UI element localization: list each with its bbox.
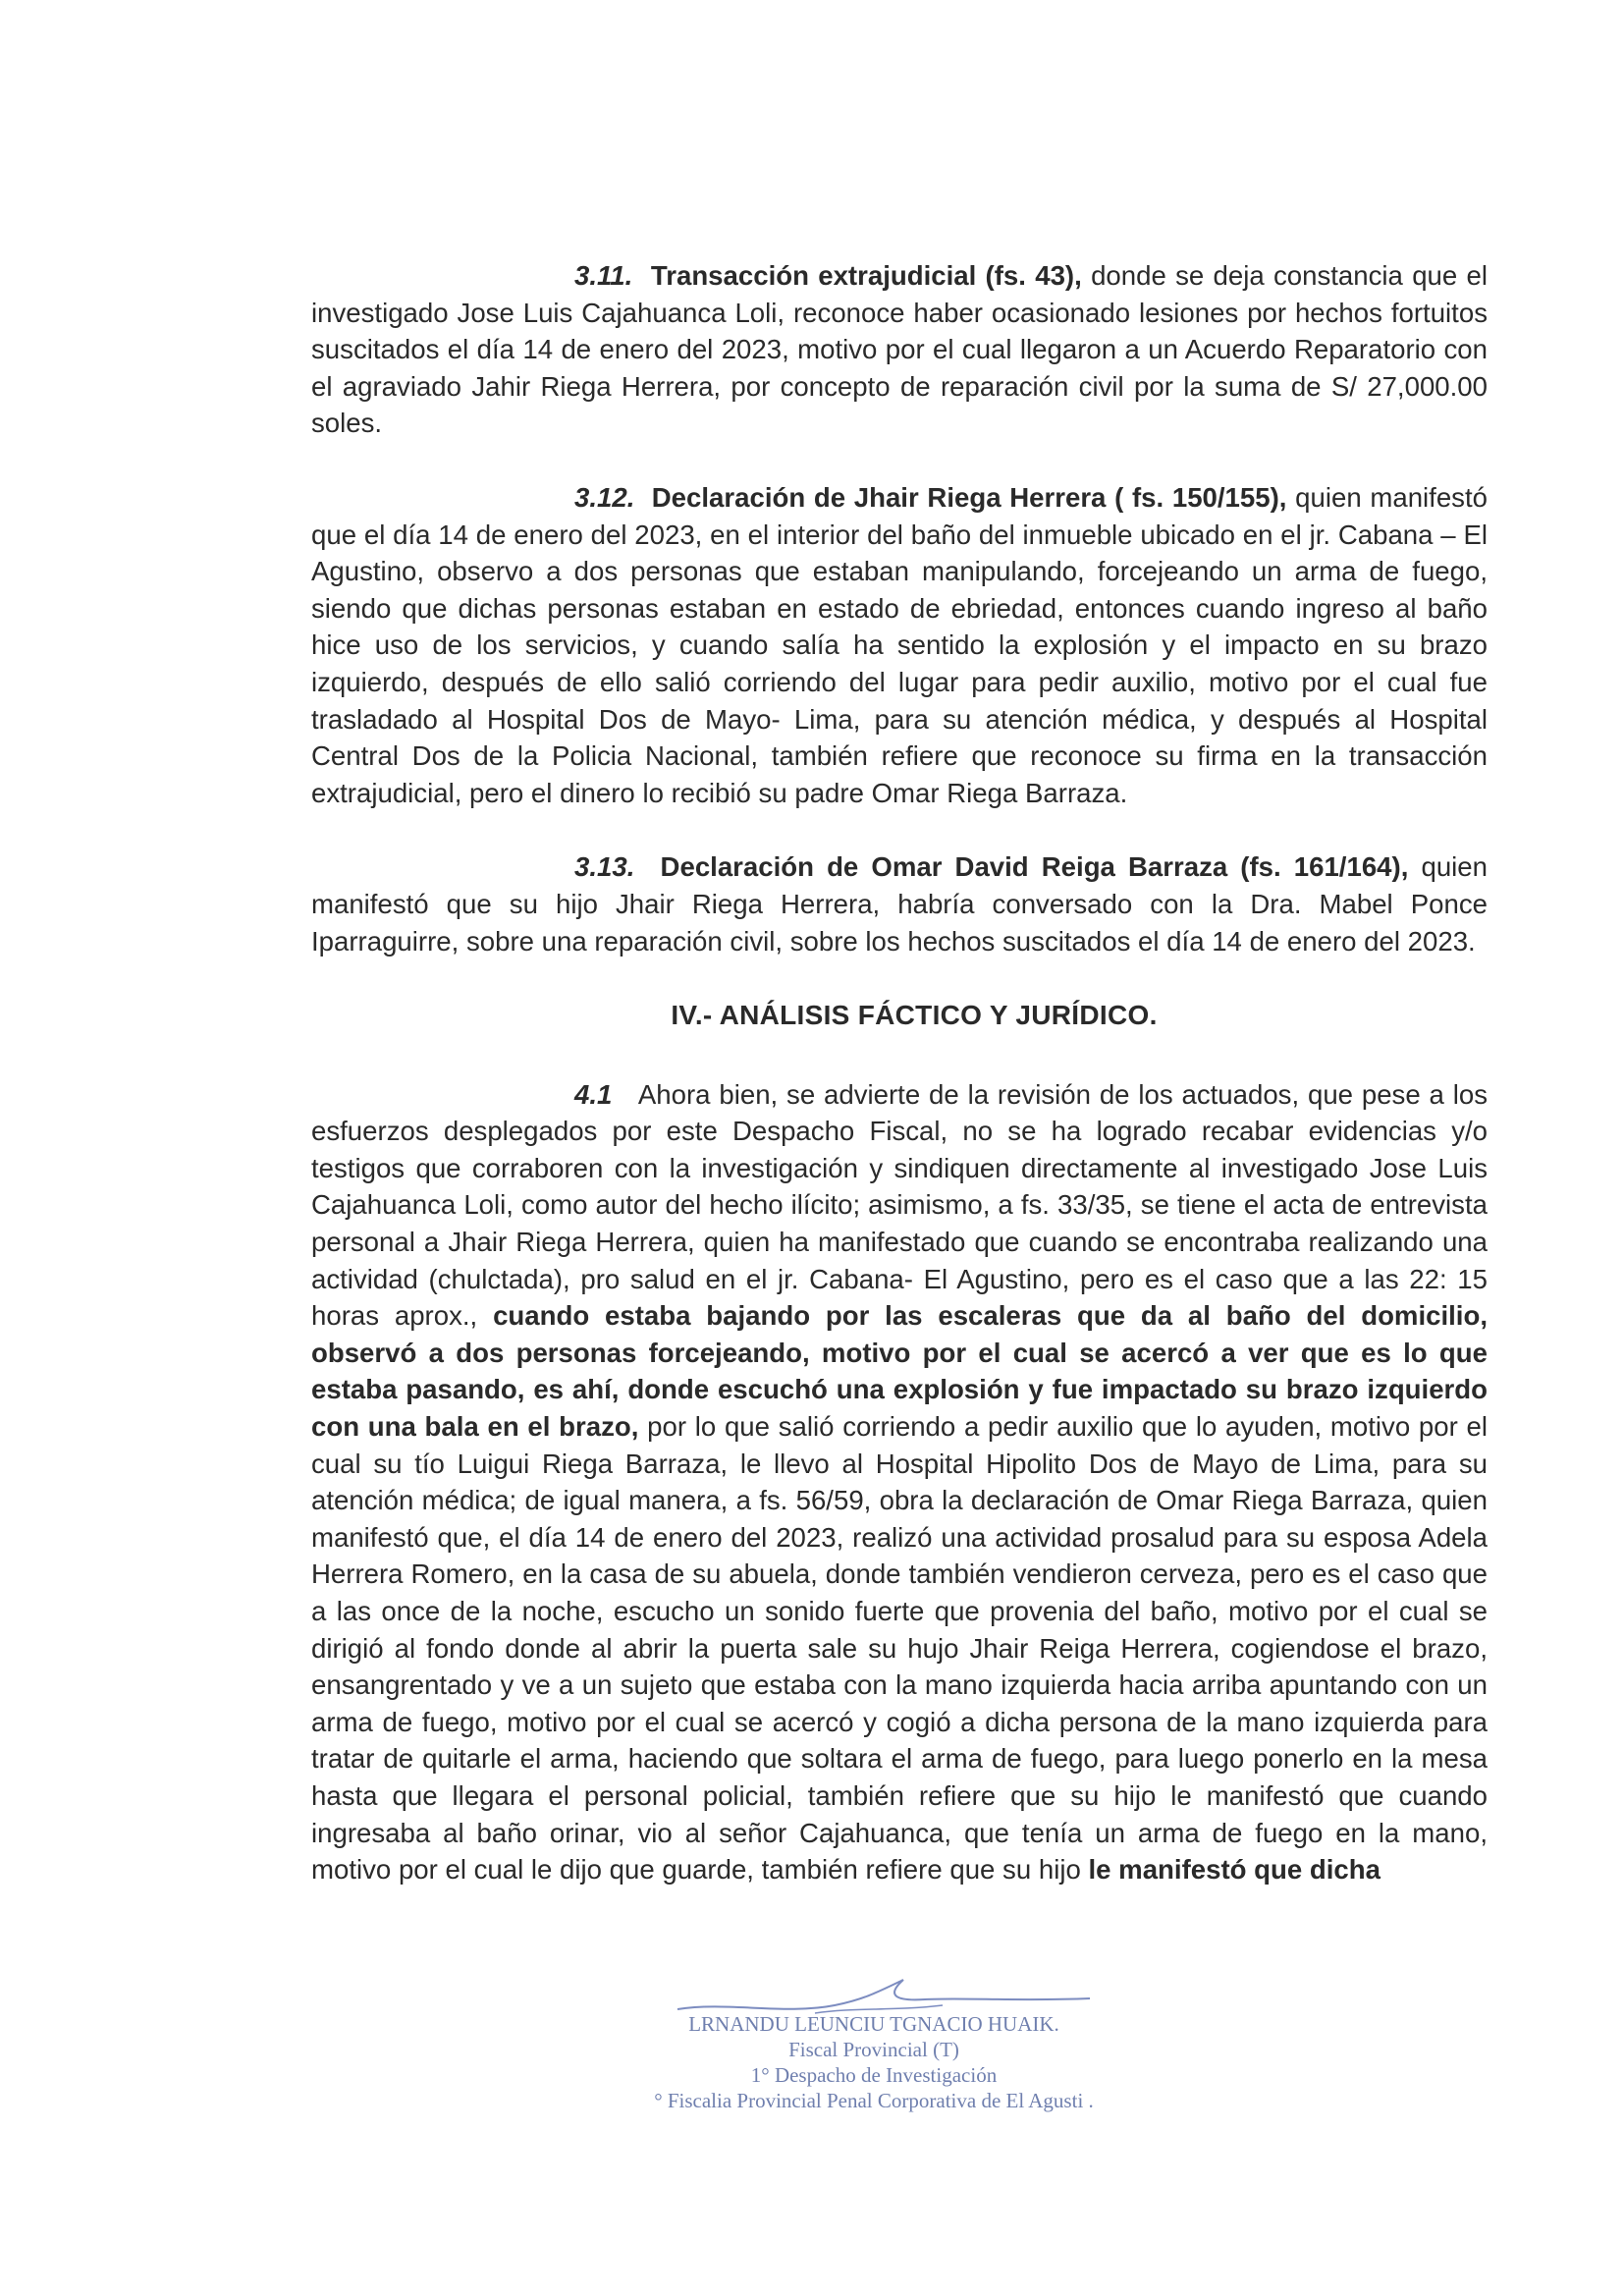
signature-stamp <box>628 2011 1119 2113</box>
signature-scribble-icon <box>668 1972 1100 2031</box>
emphasized-text-end: le manifestó que dicha <box>1088 1854 1380 1886</box>
document-body <box>311 257 1488 1888</box>
paragraph-3-11 <box>311 257 1488 442</box>
paragraph-number: 4.1 <box>574 1078 613 1110</box>
paragraph-text-continued: por lo que salió corriendo a pedir auxilio que lo ayuden, motivo por el cual su tío Luigui Riega Barraza, le llevo al Hospital Hipolito Dos de Mayo de Lima, para su atención médica; de igual manera, a fs. 56/59, obra la declaración de Omar Riega Barraza, quien manifestó que, el día 14 de enero del 2023, realizó una actividad prosalud para su esposa Adela Herrera Romero, en la casa de su abuela, donde también vendieron cerveza, pero es el caso que a las once de la noche, escucho un sonido fuerte que provenia del baño, motivo por el cual se dirigió al fondo donde al abrir la puerta sale su hujo Jhair Reiga Herrera, cogiendose el brazo, ensangrentado y ve a un sujeto que estaba con la mano izquierda hacia arriba apuntando con un arma de fuego, motivo por el cual se acercó y cogió a dicha persona de la mano izquierda para tratar de quitarle el arma, haciendo que soltara el arma de fuego, para luego ponerlo en la mesa hasta que llegara el personal policial, también refiere que su hijo le manifestó que cuando ingresaba al baño orinar, vio al señor Cajahuanca, que tenía un arma de fuego en la mano, motivo por el cual le dijo que guarde, también refiere que su hijo <box>311 1411 1489 1886</box>
paragraph-text: donde se deja constancia que el investigado Jose Luis Cajahuanca Loli, reconoce haber ocasionado lesiones por hechos fortuitos suscitados el día 14 de enero del 2023, motivo por el cual llegaron a un Acuerdo Reparatorio con el agraviado Jahir Riega Herrera, por concepto de reparación civil por la suma de S/ 27,000.00 soles. <box>311 260 1488 439</box>
paragraph-heading: Declaración de Jhair Riega Herrera ( fs. 150/155), <box>651 481 1287 513</box>
paragraph-text: quien manifestó que su hijo Jhair Riega Herrera, habría conversado con la Dra. Mabel Ponce Iparraguirre, sobre una reparación civil, sobre los hechos suscitados el día 14 de enero del 2023. <box>311 851 1488 957</box>
paragraph-text: quien manifestó que el día 14 de enero del 2023, en el interior del baño del inmueble ubicado en el jr. Cabana – El Agustino, observo a dos personas que estaban manipulando, forcejeando un arma de fuego, siendo que dichas personas estaban en estado de ebriedad, entonces cuando ingreso al baño hice uso de los servicios, y cuando salía ha sentido la explosión y el impacto en su brazo izquierdo, después de ello salió corriendo del lugar para pedir auxilio, motivo por el cual fue trasladado al Hospital Dos de Mayo- Lima, para su atención médica, y después al Hospital Central Dos de la Policia Nacional, también refiere que reconoce su firma en la transacción extrajudicial, pero el dinero lo recibió su padre Omar Riega Barraza. <box>311 481 1488 808</box>
emphasized-text: cuando estaba bajando por las escaleras que da al baño del domicilio, observó a dos personas forcejeando, motivo por el cual se acercó a ver que es lo que estaba pasando, es ahí, donde escuchó una explosión y fue impactado su brazo izquierdo con una bala en el brazo, <box>311 1300 1488 1443</box>
paragraph-number: 3.12. <box>574 481 635 513</box>
paragraph-3-12 <box>311 479 1488 811</box>
paragraph-number: 3.13. <box>574 851 635 883</box>
paragraph-heading: Declaración de Omar David Reiga Barraza (fs. 161/164), <box>660 851 1409 883</box>
paragraph-number: 3.11. <box>574 260 633 291</box>
stamp-name: LRNANDU LEUNCIU TGNACIO HUAIK. <box>688 2012 1059 2036</box>
stamp-office: 1° Despacho de Investigación <box>750 2063 998 2087</box>
paragraph-3-13 <box>311 848 1488 959</box>
stamp-title: Fiscal Provincial (T) <box>788 2038 959 2061</box>
stamp-institution: ° Fiscalia Provincial Penal Corporativa de El Agusti . <box>654 2089 1094 2112</box>
paragraph-text: Ahora bien, se advierte de la revisión de los actuados, que pese a los esfuerzos desplegados por este Despacho Fiscal, no se ha logrado recabar evidencias y/o testigos que corraboren con la investigación y sindiquen directamente al investigado Jose Luis Cajahuanca Loli, como autor del hecho ilícito; asimismo, a fs. 33/35, se tiene el acta de entrevista personal a Jhair Riega Herrera, quien ha manifestado que cuando se encontraba realizando una actividad (chulctada), pro salud en el jr. Cabana- El Agustino, pero es el caso que a las 22: 15 horas aprox., <box>311 1078 1488 1332</box>
section-heading: IV.- ANÁLISIS FÁCTICO Y JURÍDICO. <box>671 1000 1158 1031</box>
paragraph-heading: Transacción extrajudicial (fs. 43), <box>650 260 1082 291</box>
paragraph-4-1 <box>311 1076 1488 1888</box>
